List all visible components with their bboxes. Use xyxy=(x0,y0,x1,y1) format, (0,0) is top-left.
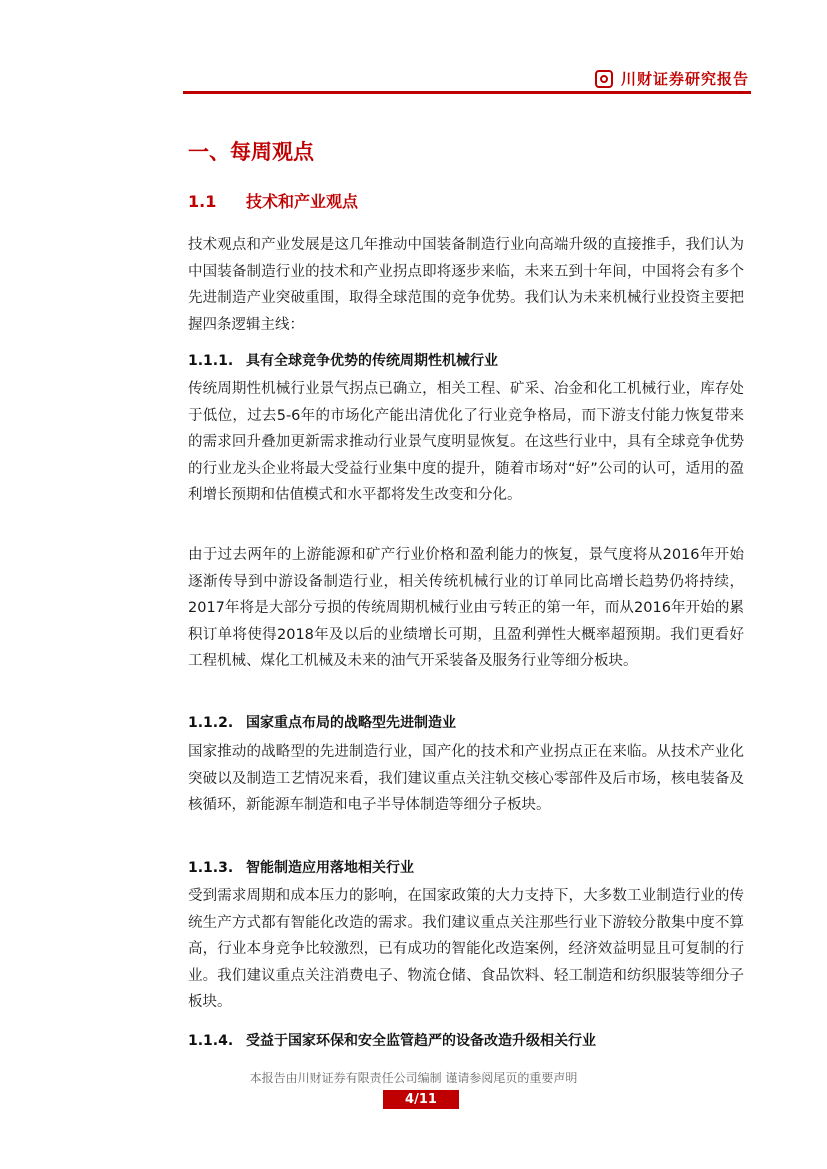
body-paragraph: 国家推动的战略型的先进制造行业，国产化的技术和产业拐点正在来临。从技术产业化突破以及制造工艺情况来看，我们建议重点关注轨交核心零部件及后市场，核电装备及核循环，新能源车制造和电子半导体制造等细分子板块。 xyxy=(188,744,744,814)
body-paragraph: 传统周期性机械行业景气拐点已确立，相关工程、矿采、冶金和化工机械行业，库存处于低位，过去5-6年的市场化产能出清优化了行业竞争格局，而下游支付能力恢复带来的需求回升叠加更新需求推动行业景气度明显恢复。在这些行业中，具有全球竞争优势的行业龙头企业将最大受益行业集中度的提升，随着市场对“好”公司的认可，适用的盈利增长预期和估值模式和水平都将发生改变和分化。 xyxy=(188,381,744,504)
brand-name: 川财证券研究报告 xyxy=(620,70,749,88)
page-header xyxy=(183,66,751,94)
subsection-title: 技术和产业观点 xyxy=(246,192,359,211)
item-number: 1.1.3. xyxy=(188,860,234,876)
brand-logo-icon xyxy=(595,70,613,88)
footer-disclaimer: 本报告由川财证券有限责任公司编制 谨请参阅尾页的重要声明 xyxy=(249,1071,578,1085)
item-title: 国家重点布局的战略型先进制造业 xyxy=(246,715,456,731)
item-number: 1.1.1. xyxy=(188,353,234,369)
item-heading xyxy=(188,1030,748,1050)
item-title: 具有全球竞争优势的传统周期性机械行业 xyxy=(246,353,498,369)
header-divider xyxy=(183,91,751,94)
item-number: 1.1.2. xyxy=(188,715,234,731)
section-title: 一、每周观点 xyxy=(188,140,314,164)
body-paragraph: 受到需求周期和成本压力的影响，在国家政策的大力支持下，大多数工业制造行业的传统生产方式都有智能化改造的需求。我们建议重点关注那些行业下游较分散集中度不算高，行业本身竞争比较激烈，已有成功的智能化改造案例，经济效益明显且可复制的行业。我们建议重点关注消费电子、物流仓储、食品饮料、轻工制造和纺织服装等细分子板块。 xyxy=(188,888,744,1011)
brand xyxy=(595,68,749,89)
item-heading xyxy=(188,857,748,877)
page-number: 4/11 xyxy=(383,1090,459,1109)
item-number: 1.1.4. xyxy=(188,1033,234,1049)
item-heading xyxy=(188,350,748,370)
intro-paragraph: 技术观点和产业发展是这几年推动中国装备制造行业向高端升级的直接推手，我们认为中国装备制造行业的技术和产业拐点即将逐步来临，未来五到十年间，中国将会有多个先进制造产业突破重围，取得全球范围的竞争优势。我们认为未来机械行业投资主要把握四条逻辑主线： xyxy=(188,237,744,333)
subsection-number: 1.1 xyxy=(188,192,217,211)
item-title: 受益于国家环保和安全监管趋严的设备改造升级相关行业 xyxy=(246,1033,596,1049)
subsection-heading xyxy=(188,189,748,212)
item-title: 智能制造应用落地相关行业 xyxy=(246,860,414,876)
item-heading xyxy=(188,712,748,732)
body-paragraph: 由于过去两年的上游能源和矿产行业价格和盈利能力的恢复，景气度将从2016年开始逐渐传导到中游设备制造行业，相关传统机械行业的订单同比高增长趋势仍将持续，2017年将是大部分亏损的传统周期机械行业由亏转正的第一年，而从2016年开始的累积订单将使得2018年及以后的业绩增长可期，且盈利弹性大概率超预期。我们更看好工程机械、煤化工机械及未来的油气开采装备及服务行业等细分板块。 xyxy=(188,547,744,670)
